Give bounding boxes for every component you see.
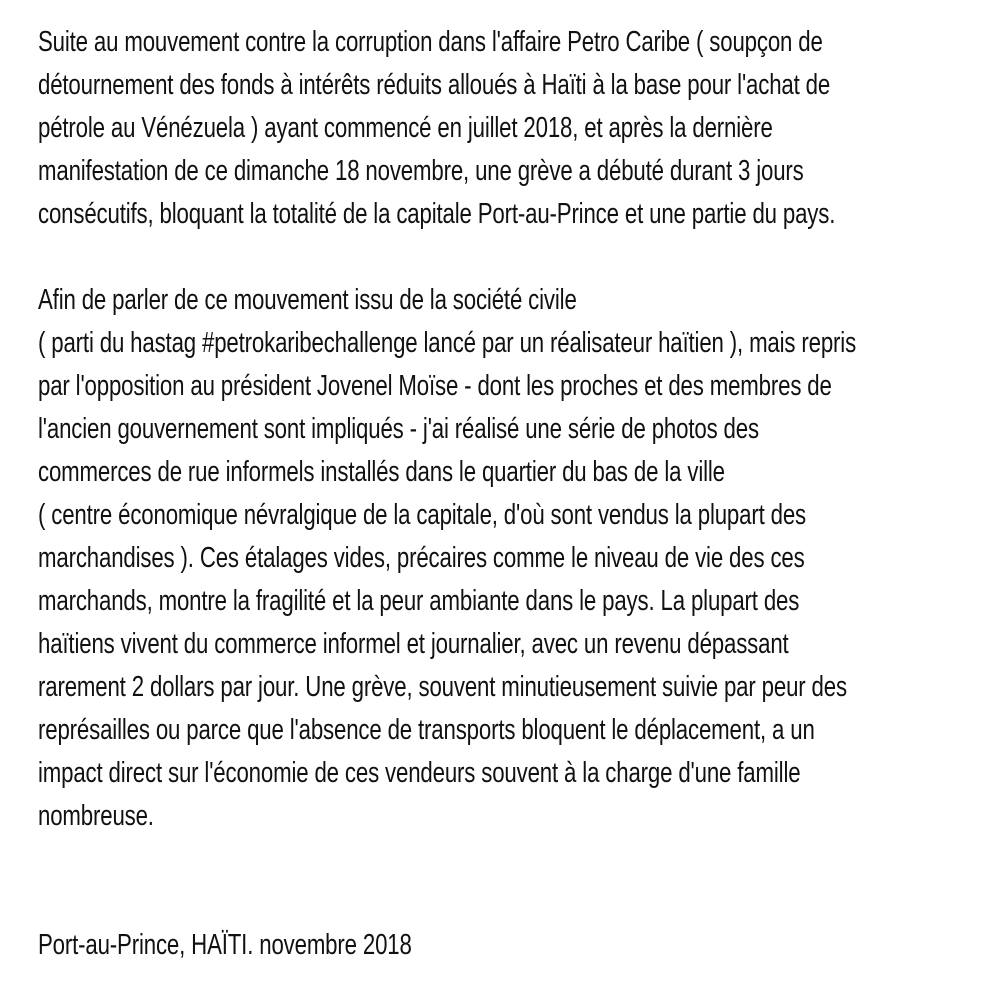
text-line: représailles ou parce que l'absence de transports bloquent le déplacement, a un [38, 714, 815, 746]
location-date-line: Port-au-Prince, HAÏTI. novembre 2018 [38, 929, 412, 961]
text-line: l'ancien gouvernement sont impliqués - j'ai réalisé une série de photos des [38, 413, 759, 445]
text-line: impact direct sur l'économie de ces vendeurs souvent à la charge d'une famille [38, 757, 801, 789]
text-line: consécutifs, bloquant la totalité de la capitale Port-au-Prince et une partie du pays. [38, 198, 836, 230]
text-line: ( centre économique névralgique de la capitale, d'où sont vendus la plupart des [38, 499, 807, 531]
text-line: Afin de parler de ce mouvement issu de la société civile [38, 284, 577, 316]
text-line: Suite au mouvement contre la corruption dans l'affaire Petro Caribe ( soupçon de [38, 26, 823, 58]
text-line: haïtiens vivent du commerce informel et journalier, avec un revenu dépassant [38, 628, 789, 660]
text-line: marchandises ). Ces étalages vides, précaires comme le niveau de vie des ces [38, 542, 805, 574]
text-line: par l'opposition au président Jovenel Moïse - dont les proches et des membres de [38, 370, 832, 402]
text-line: ( parti du hastag #petrokaribechallenge lancé par un réalisateur haïtien ), mais repris [38, 327, 857, 359]
text-line: marchands, montre la fragilité et la peur ambiante dans le pays. La plupart des [38, 585, 800, 617]
text-line: pétrole au Vénézuela ) ayant commencé en juillet 2018, et après la dernière [38, 112, 773, 144]
text-line: nombreuse. [38, 800, 154, 832]
text-line: rarement 2 dollars par jour. Une grève, souvent minutieusement suivie par peur des [38, 671, 847, 703]
text-line: commerces de rue informels installés dans le quartier du bas de la ville [38, 456, 725, 488]
text-line: manifestation de ce dimanche 18 novembre, une grève a débuté durant 3 jours [38, 155, 804, 187]
text-line: détournement des fonds à intérêts réduits alloués à Haïti à la base pour l'achat de [38, 69, 831, 101]
